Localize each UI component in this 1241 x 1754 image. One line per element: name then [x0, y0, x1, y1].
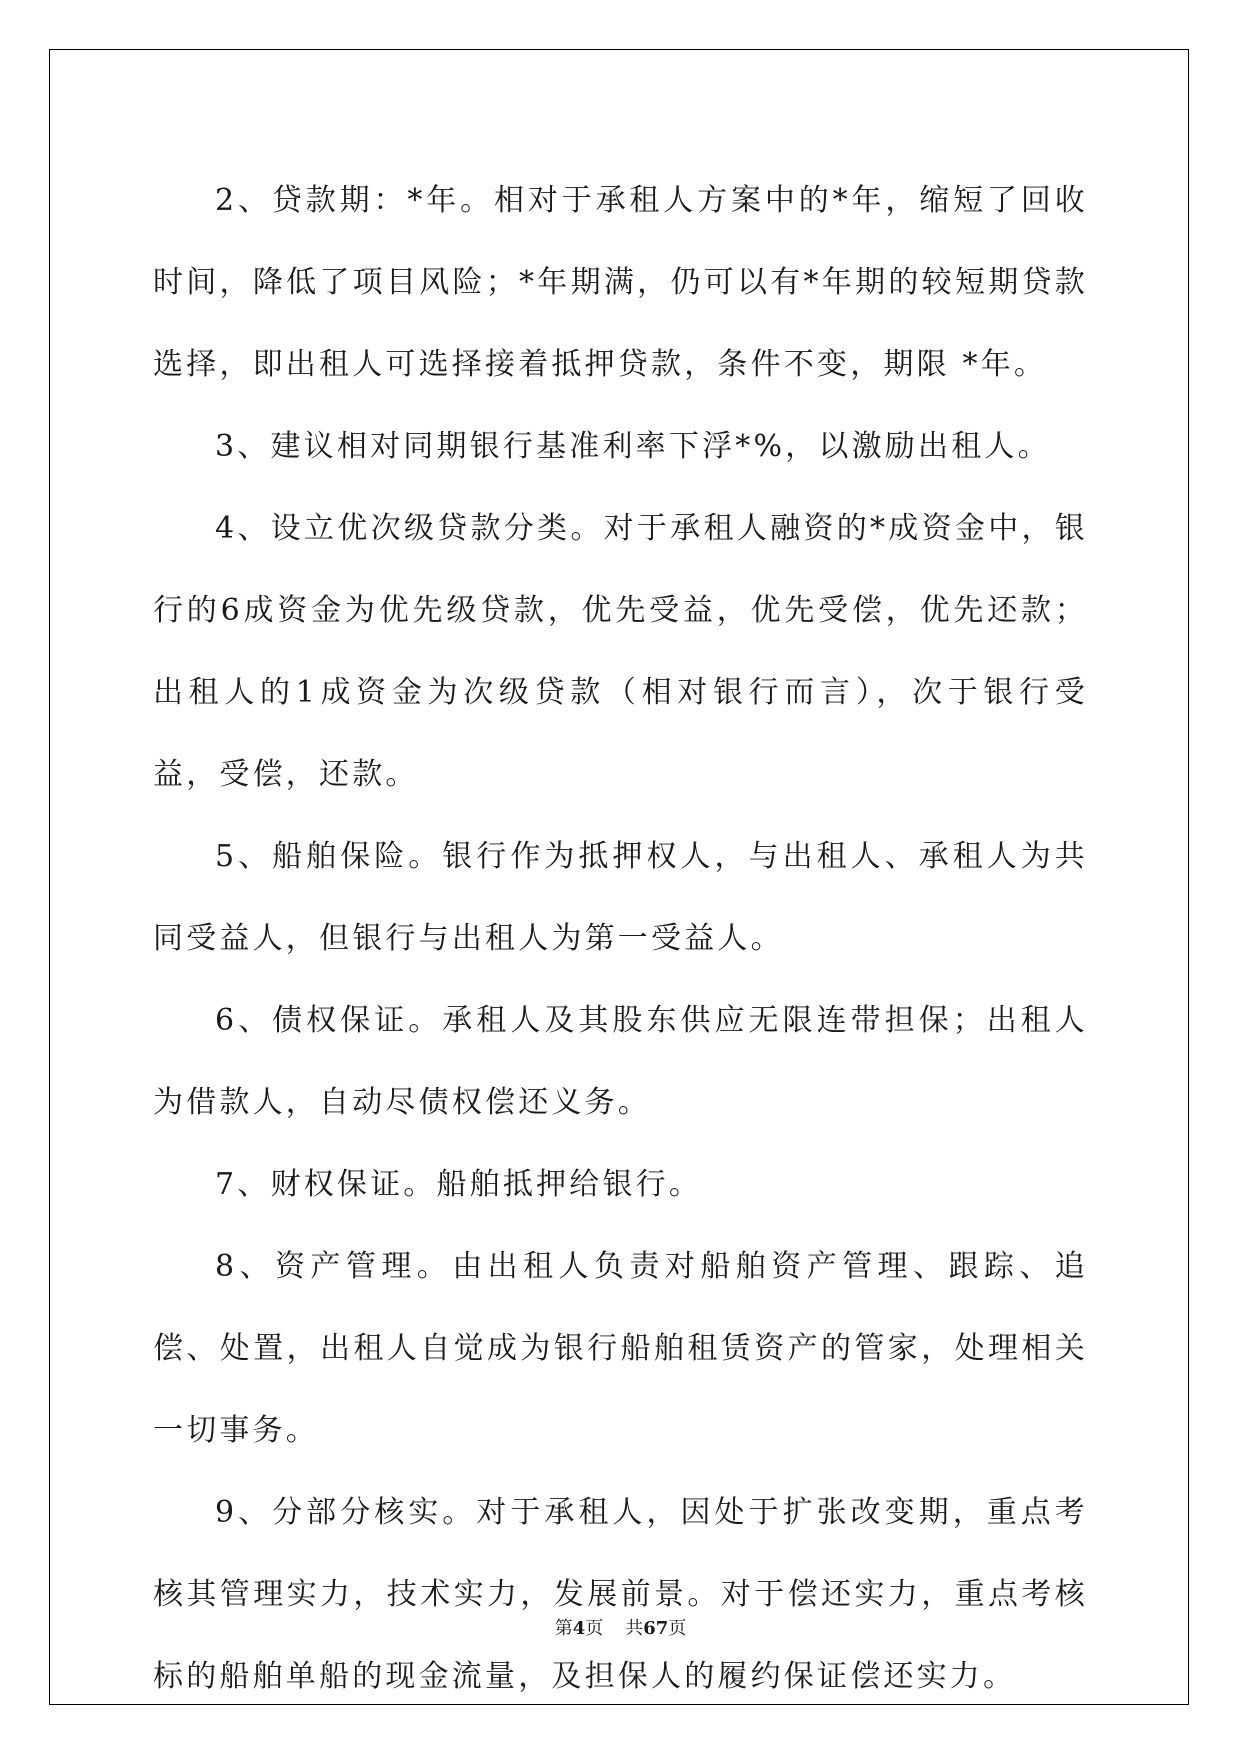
total-pages: 67: [643, 1618, 669, 1639]
page-suffix: 页: [585, 1618, 604, 1639]
total-suffix: 页: [668, 1618, 687, 1639]
paragraph-4: 4、设立优次级贷款分类。对于承租人融资的*成资金中，银行的6成资金为优先级贷款，优先受益，优先受偿，优先还款；出租人的1成资金为次级贷款（相对银行而言），次于银行受益，受偿，还款。: [153, 511, 1088, 792]
paragraph-9: 9、分部分核实。对于承租人，因处于扩张改变期，重点考核其管理实力，技术实力，发展前景。对于偿还实力，重点考核标的船舶单船的现金流量，及担保人的履约保证偿还实力。: [153, 1495, 1088, 1694]
paragraph-5: 5、船舶保险。银行作为抵押权人，与出租人、承租人为共同受益人，但银行与出租人为第一受益人。: [153, 839, 1088, 956]
paragraph-3: 3、建议相对同期银行基准利率下浮*%，以激励出租人。: [215, 429, 1051, 464]
page-number: 4: [572, 1618, 586, 1639]
page-footer: [0, 1614, 1241, 1640]
document-body: [153, 160, 1088, 1718]
paragraph-2: 2、贷款期：*年。相对于承租人方案中的*年，缩短了回收时间，降低了项目风险；*年期满，仍可以有*年期的较短期贷款选择，即出租人可选择接着抵押贷款，条件不变，期限 *年。: [153, 183, 1088, 382]
paragraph-6: 6、债权保证。承租人及其股东供应无限连带担保；出租人为借款人，自动尽债权偿还义务。: [153, 1003, 1088, 1120]
total-prefix: 共: [625, 1618, 644, 1639]
paragraph-8: 8、资产管理。由出租人负责对船舶资产管理、跟踪、追偿、处置，出租人自觉成为银行船舶租赁资产的管家，处理相关一切事务。: [153, 1249, 1088, 1448]
paragraph-7: 7、财权保证。船舶抵押给银行。: [215, 1167, 703, 1202]
page-prefix: 第: [554, 1618, 573, 1639]
